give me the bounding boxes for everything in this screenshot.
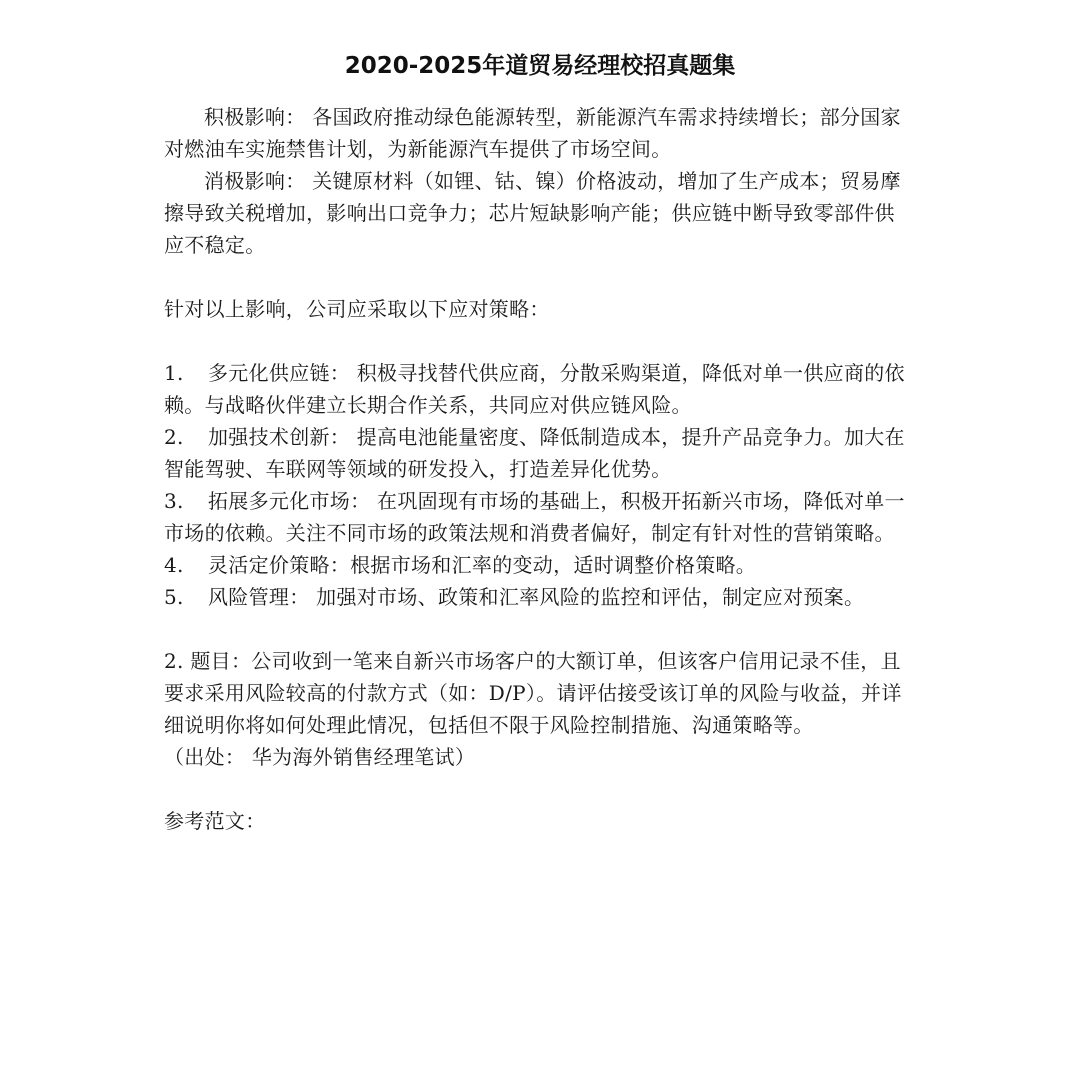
strategy-text: 拓展多元化市场： 在巩固现有市场的基础上，积极开拓新兴市场，降低对单一市场的依赖。关注不同市场的政策法规和消费者偏好，制定有针对性的营销策略。	[164, 489, 905, 545]
strategy-text: 多元化供应链： 积极寻找替代供应商，分散采购渠道，降低对单一供应商的依赖。与战略伙伴建立长期合作关系，共同应对供应链风险。	[164, 361, 905, 417]
spacer	[164, 325, 914, 357]
strategy-text: 加强技术创新： 提高电池能量密度、降低制造成本，提升产品竞争力。加大在智能驾驶、车联网等领域的研发投入，打造差异化优势。	[164, 425, 905, 481]
spacer	[164, 261, 914, 293]
strategy-intro: 针对以上影响，公司应采取以下应对策略：	[164, 297, 550, 321]
strategy-item	[164, 485, 914, 549]
strategy-item	[164, 421, 914, 485]
strategy-item	[164, 581, 914, 613]
strategy-item	[164, 549, 914, 581]
list-number: 5.	[164, 585, 184, 609]
reference-label: 参考范文：	[164, 809, 266, 833]
list-number: 4.	[164, 553, 184, 577]
list-number: 2.	[164, 425, 184, 449]
page-title: 2020-2025年道贸易经理校招真题集	[344, 53, 736, 79]
strategy-item	[164, 357, 914, 421]
question-paragraph: 2. 题目：公司收到一笔来自新兴市场客户的大额订单，但该客户信用记录不佳，且要求采用风险较高的付款方式（如：D/P）。请评估接受该订单的风险与收益，并详细说明你将如何处理此情况，包括但不限于风险控制措施、沟通策略等。	[164, 649, 902, 737]
strategy-text: 风险管理： 加强对市场、政策和汇率风险的监控和评估，制定应对预案。	[208, 585, 865, 609]
document-body	[164, 101, 914, 837]
spacer	[164, 613, 914, 645]
source-note: （出处： 华为海外销售经理笔试）	[164, 745, 476, 769]
spacer	[164, 773, 914, 805]
list-number: 1.	[164, 361, 184, 385]
positive-impact-paragraph: 积极影响： 各国政府推动绿色能源转型，新能源汽车需求持续增长；部分国家对燃油车实施禁售计划，为新能源汽车提供了市场空间。	[164, 105, 901, 161]
negative-impact-paragraph: 消极影响： 关键原材料（如锂、钴、镍）价格波动，增加了生产成本；贸易摩擦导致关税增加，影响出口竞争力；芯片短缺影响产能；供应链中断导致零部件供应不稳定。	[164, 169, 901, 257]
strategy-text: 灵活定价策略：根据市场和汇率的变动，适时调整价格策略。	[208, 553, 757, 577]
list-number: 3.	[164, 489, 184, 513]
